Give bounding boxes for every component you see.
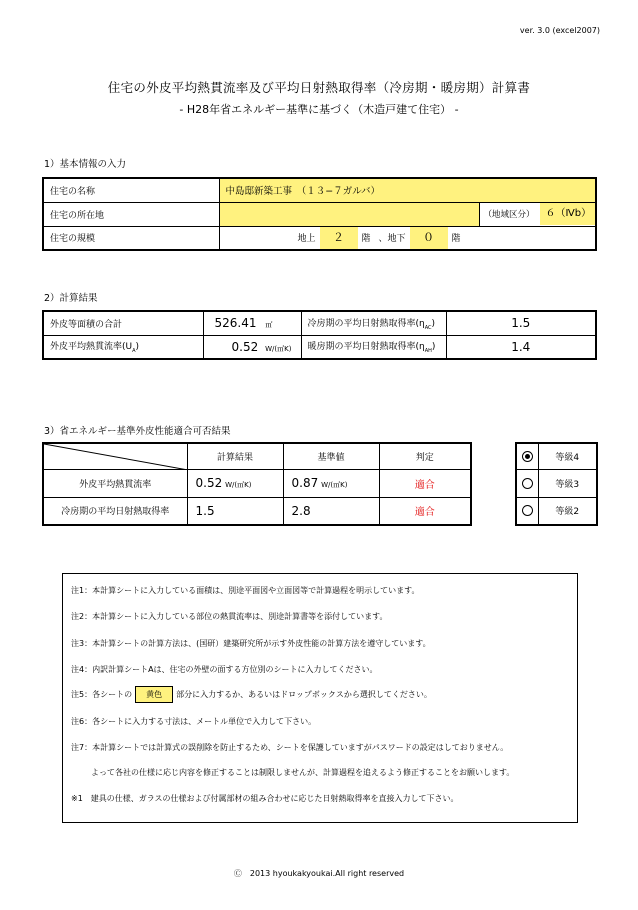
note-7-continued: よって各社の仕様に応じ内容を修正することは制限しませんが、計算過程を追えるよう修正することをお願いします。 [91, 768, 515, 777]
ua-close: ) [135, 342, 140, 353]
ua-value: 0.52 [231, 339, 259, 354]
note-5-prefix: 注5：各シートの [71, 690, 133, 699]
ua-label: 外皮平均熱貫流率(U [50, 342, 133, 353]
row-label: 外皮平均熱貫流率 [43, 469, 187, 497]
grade-radio-cell[interactable] [516, 497, 538, 525]
address-field[interactable] [219, 202, 479, 226]
eta-ah-value: 1.4 [446, 335, 596, 359]
grade-table [515, 442, 598, 526]
standard-unit: W/(㎡K) [321, 481, 348, 489]
eta-ah-subscript: AH [424, 348, 432, 355]
grade-radio-cell[interactable] [516, 469, 538, 497]
below-ground-floors-field[interactable]: ０ [410, 227, 448, 249]
ua-unit: W/(㎡K) [265, 344, 292, 353]
grade-radio-cell[interactable] [516, 443, 538, 469]
eta-ac-label: 冷房期の平均日射熱取得率(η [307, 318, 425, 329]
diagonal-header-cell [43, 443, 187, 469]
region-field[interactable]: ６（Ⅳb） [540, 203, 596, 225]
note-8: ※1 建具の仕様、ガラスの仕様および付属部材の組み合わせに応じた日射熱取得率を直接入力して下さい。 [71, 794, 459, 803]
ua-subscript: A [132, 348, 136, 355]
grade-label: 等級4 [538, 443, 597, 469]
eta-ac-value: 1.5 [446, 311, 596, 335]
compliance-table [42, 442, 472, 526]
scale-label: 住宅の規模 [43, 226, 219, 250]
note-5 [71, 686, 432, 703]
floor-unit-label: 階 [361, 234, 371, 245]
calc-results-table [42, 310, 597, 360]
below-ground-label: 、地下 [378, 234, 406, 245]
section3-heading: 3）省エネルギー基準外皮性能適合可否結果 [44, 426, 231, 437]
grade-label: 等級2 [538, 497, 597, 525]
note-5-suffix: 部分に入力するか、あるいはドロップボックスから選択してください。 [176, 690, 432, 699]
col-judge-header: 判定 [379, 443, 471, 469]
standard-value: 0.87 [291, 476, 319, 490]
section1-heading: 1）基本情報の入力 [44, 159, 127, 170]
floor-unit-label: 階 [451, 234, 461, 245]
house-name-label: 住宅の名称 [43, 178, 219, 202]
eta-ah-close: ) [431, 342, 436, 353]
area-total-label: 外皮等面積の合計 [43, 311, 203, 335]
notes-box [62, 573, 578, 823]
address-label: 住宅の所在地 [43, 202, 219, 226]
diagonal-line [44, 444, 188, 470]
note-1: 注1：本計算シートに入力している面積は、別途平面図や立面図等で計算過程を明示しています。 [71, 586, 420, 595]
area-total-value: 526.41 [214, 316, 257, 331]
eta-ac-close: ) [431, 318, 436, 329]
result-value: 0.52 [195, 476, 223, 490]
eta-ac-subscript: AC [424, 324, 432, 331]
basic-info-table [42, 177, 597, 251]
col-result-header: 計算結果 [187, 443, 283, 469]
row-label: 冷房期の平均日射熱取得率 [43, 497, 187, 525]
yellow-sample-box: 黄色 [135, 686, 173, 703]
note-4: 注4：内訳計算シートAは、住宅の外壁の面する方位別のシートに入力してください。 [71, 665, 378, 674]
note-3: 注3：本計算シートの計算方法は、(国研）建築研究所が示す外皮性能の計算方法を遵守しています。 [71, 639, 431, 648]
section2-heading: 2）計算結果 [44, 293, 98, 304]
page-subtitle: - H28年省エネルギー基準に基づく（木造戸建て住宅） - [179, 103, 459, 116]
area-unit: ㎡ [265, 321, 273, 330]
version-label: ver. 3.0 (excel2007) [519, 26, 600, 35]
result-value: 1.5 [195, 503, 215, 518]
result-unit: W/(㎡K) [225, 481, 252, 489]
note-6: 注6：各シートに入力する寸法は、メートル単位で入力して下さい。 [71, 717, 317, 726]
judge-value: 適合 [379, 469, 471, 497]
radio-icon[interactable] [522, 505, 533, 516]
judge-value: 適合 [379, 497, 471, 525]
radio-icon[interactable] [522, 478, 533, 489]
standard-value: 2.8 [291, 503, 311, 518]
copyright-footer: Ⓒ 2013 hyoukakyoukai.All right reserved [233, 869, 405, 878]
page-title: 住宅の外皮平均熱貫流率及び平均日射熱取得率（冷房期・暖房期）計算書 [107, 80, 531, 95]
grade-label: 等級3 [538, 469, 597, 497]
note-2: 注2：本計算シートに入力している部位の熱貫流率は、別途計算書等を添付しています。 [71, 612, 388, 621]
note-7: 注7：本計算シートでは計算式の誤削除を防止するため、シートを保護していますがパスワードの設定はしておりません。 [71, 743, 509, 752]
col-standard-header: 基準値 [283, 443, 379, 469]
region-label: （地域区分） [483, 210, 535, 220]
eta-ah-label: 暖房期の平均日射熱取得率(η [307, 342, 425, 353]
house-name-field[interactable]: 中島邸新築工事 （１３−７ガルバ） [219, 178, 596, 202]
above-ground-floors-field[interactable]: ２ [320, 227, 358, 249]
radio-selected-icon[interactable] [522, 451, 533, 462]
above-ground-label: 地上 [297, 234, 316, 245]
